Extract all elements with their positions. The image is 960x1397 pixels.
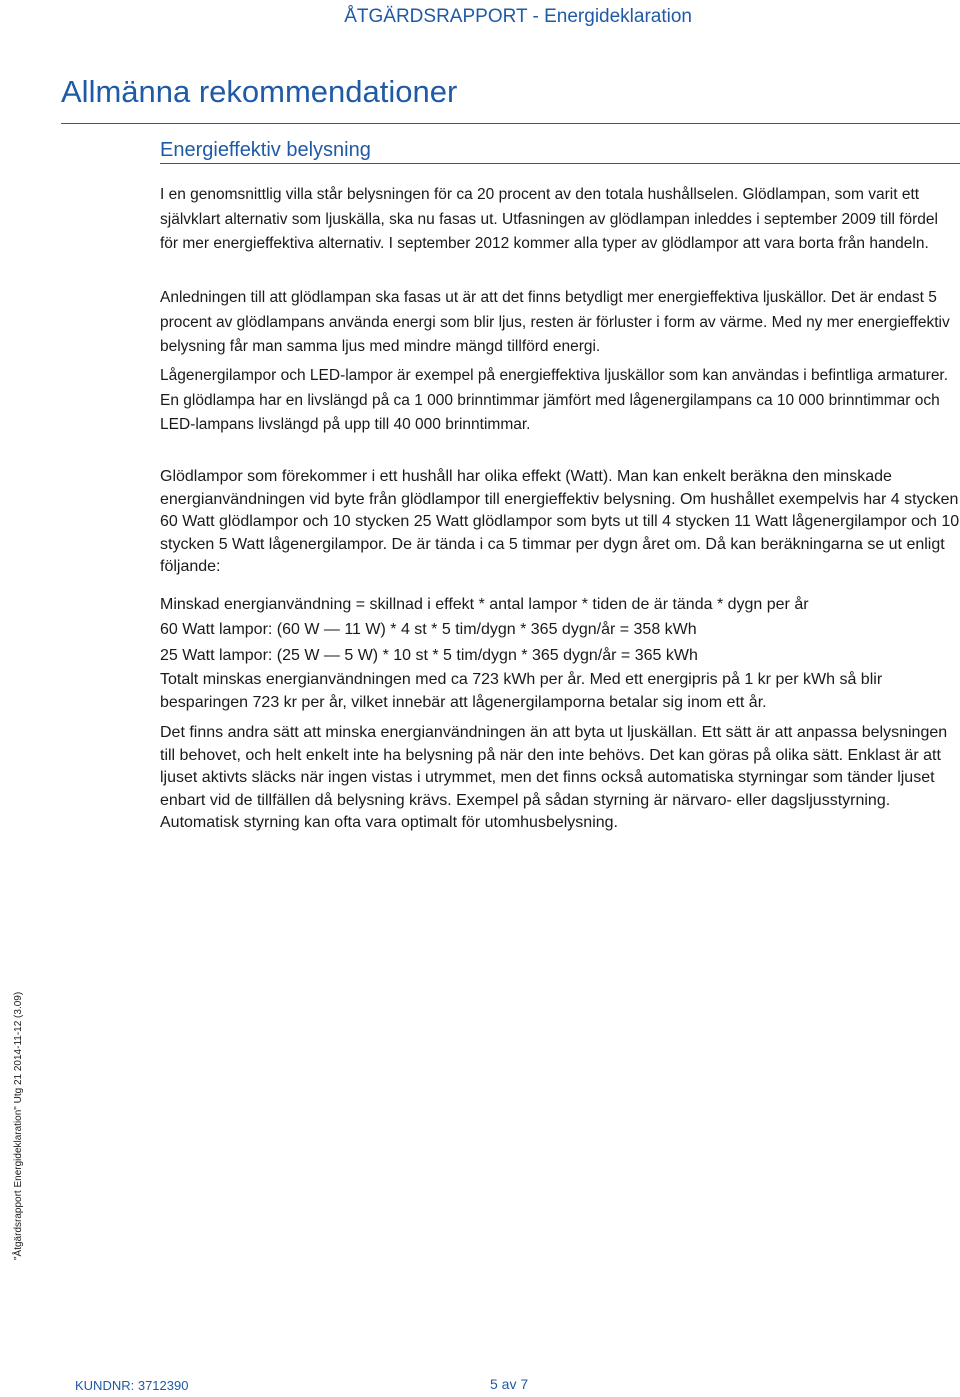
page-title: Allmänna rekommendationer — [61, 74, 458, 109]
closing-paragraph: Det finns andra sätt att minska energianvändningen än att byta ut ljuskällan. Ett sätt är att anpassa belysningen till behovet, och helt enkelt inte ha belysning på när den inte behövs. Det kan göras på olika sätt. Enklast är att ljuset aktivts släcks när ingen vistas i utrymmet, men det finns också automatiska styrningar som tänder ljuset enbart vid de tillfällen då belysning krävs. Exempel på sådan styrning är närvaro- eller dagsljusstyrning. Automatisk styrning kan ofta vara optimalt för utomhusbelysning. — [160, 724, 948, 831]
paragraph: Glödlampor som förekommer i ett hushåll har olika effekt (Watt). Man kan enkelt beräkna den minskade energianvändningen vid byte från glödlampor till energieffektiv belysning. Om hushållet exempelvis har 4 stycken 60 Watt glödlampor och 10 stycken 25 Watt glödlampor som byts ut till 4 stycken 11 Watt lågenergilampor och 10 stycken 5 Watt lågenergilampor. De är tända i ca 5 timmar per dygn året om. Då kan beräkningarna se ut enligt följande: — [160, 468, 960, 575]
side-document-note: "Åtgärdsrapport Energideklaration" Utg 21 2014-11-12 (3.09) — [13, 991, 24, 1260]
calculation-line: Minskad energianvändning = skillnad i effekt * antal lampor * tiden de är tända * dygn per år — [160, 596, 809, 613]
paragraph: Anledningen till att glödlampan ska fasas ut är att det finns betydligt mer energieffektiva ljuskällor. Det är endast 5 procent av glödlampans använda energi som blir ljus, resten är förluster i form av värme. Med ny mer energieffektiv belysning får man samma ljus med mindre mängd tillförd energi. — [160, 289, 950, 355]
customer-number: KUNDNR: 3712390 — [75, 1378, 189, 1393]
section-divider — [160, 163, 960, 164]
report-header-title: ÅTGÄRDSRAPPORT - Energideklaration — [344, 6, 692, 27]
calculation-line: 25 Watt lampor: (25 W — 5 W) * 10 st * 5 tim/dygn * 365 dygn/år = 365 kWh — [160, 647, 698, 664]
paragraph: I en genomsnittlig villa står belysningen för ca 20 procent av den totala hushållselen. Glödlampan, som varit ett självklart alternativ som ljuskälla, ska nu fasas ut. Utfasningen av glödlampan inleddes i september 2009 till fördel för mer energieffektiva alternativ. I september 2012 kommer alla typer av glödlampor att vara borta från handeln. — [160, 186, 938, 252]
title-divider — [61, 123, 960, 124]
totals-paragraph: Totalt minskas energianvändningen med ca 723 kWh per år. Med ett energipris på 1 kr per kWh så blir besparingen 723 kr per år, vilket innebär att lågenergilamporna betalar sig inom ett år. — [160, 671, 883, 711]
section-title: Energieffektiv belysning — [160, 139, 371, 161]
paragraph: Lågenergilampor och LED-lampor är exempel på energieffektiva ljuskällor som kan användas i befintliga armaturer. En glödlampa har en livslängd på ca 1 000 brinntimmar jämfört med lågenergilampans ca 10 000 brinntimmar och LED-lampans livslängd på upp till 40 000 brinntimmar. — [160, 367, 949, 433]
page-number: 5 av 7 — [490, 1376, 529, 1392]
calculation-line: 60 Watt lampor: (60 W — 11 W) * 4 st * 5 tim/dygn * 365 dygn/år = 358 kWh — [160, 621, 697, 638]
